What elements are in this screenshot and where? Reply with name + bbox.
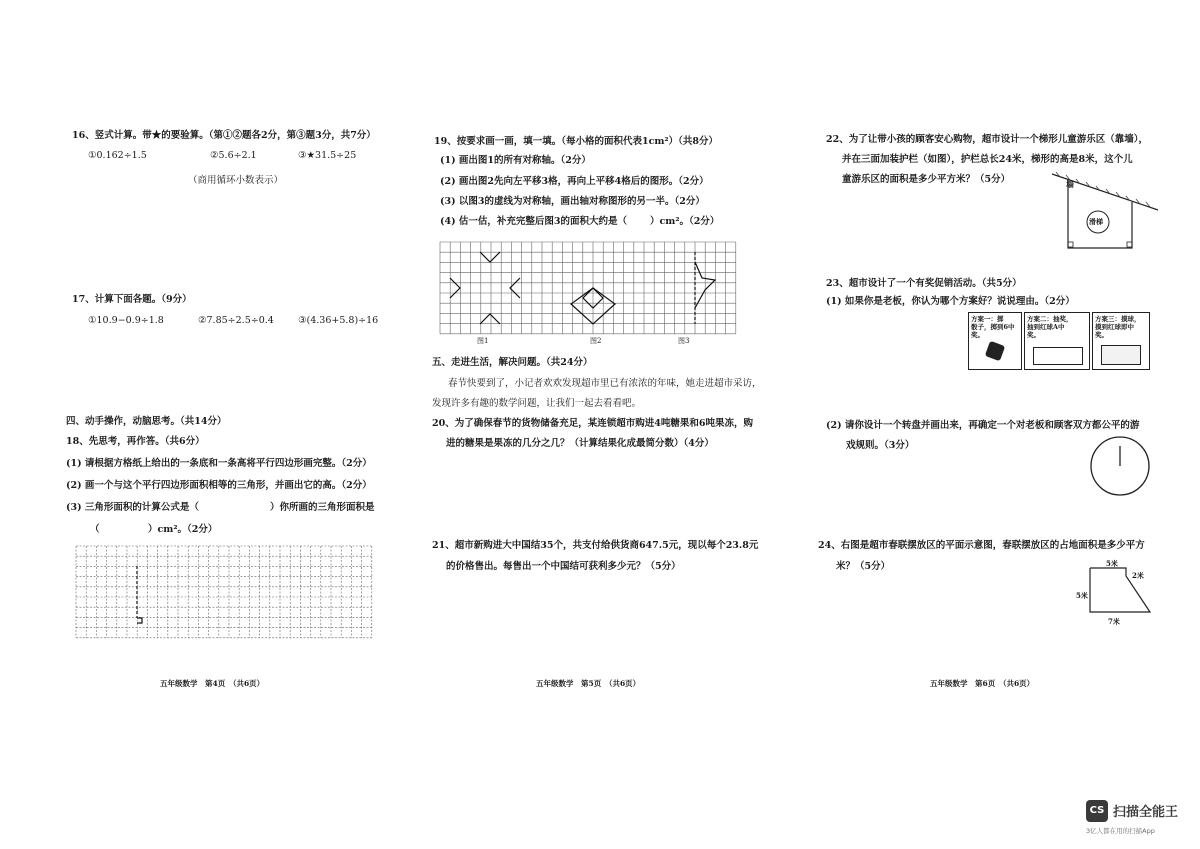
- trapezoid-diagram: [1080, 560, 1170, 630]
- q18-part-3d: ）cm²。（2分）: [148, 524, 218, 535]
- q18-part-3c: （: [90, 524, 100, 535]
- q23-part-1: (1) 如果你是老板，你认为哪个方案好？说说理由。（2分）: [826, 296, 1075, 307]
- intro-line-2: 发现许多有趣的数学问题，让我们一起去看看吧。: [432, 398, 642, 409]
- section-5-title: 五、走进生活，解决问题。（共24分）: [432, 357, 593, 368]
- q19-part-4b: ）cm²。（2分）: [650, 216, 720, 227]
- q19-part-2: (2) 画出图2先向左平移3格，再向上平移4格后的图形。（2分）: [440, 176, 709, 187]
- plan-2-line-1: 方案二：抽奖，: [1027, 315, 1073, 323]
- q21-line-1: 21、超市新购进大中国结35个，共支付给供货商647.5元，现以每个23.8元: [432, 540, 759, 551]
- plan-card-3: [1092, 312, 1150, 370]
- footer-page-5: 五年级数学 第5页 （共6页）: [536, 679, 641, 688]
- q24-line-2: 米？（5分）: [836, 561, 891, 572]
- q17-item-2: ②7.85÷2.5÷0.4: [198, 315, 274, 326]
- q19-part-4a: (4) 估一估，补充完整后图3的面积大约是（: [440, 216, 628, 227]
- figure-1-top: [480, 252, 500, 262]
- q16-title: 16、竖式计算。带★的要验算。（第①②题各2分，第③题3分，共7分）: [72, 130, 376, 141]
- q20-line-2: 进的糖果是果冻的几分之几？（计算结果化成最简分数）（4分）: [446, 438, 714, 449]
- fig-label-1: 图1: [477, 337, 489, 345]
- q18-grid: [76, 546, 372, 642]
- plan-1-line-2: 骰子，掷到6中: [971, 323, 1015, 331]
- q16-item-3: ③★31.5÷25: [298, 150, 357, 161]
- fig-label-2: 图2: [590, 337, 602, 345]
- slide-label: 滑梯: [1089, 217, 1103, 226]
- q20-line-1: 20、为了确保春节的货物储备充足，某连锁超市购进4吨糖果和6吨果冻，购: [432, 418, 753, 429]
- camscanner-logo: CS: [1086, 800, 1108, 822]
- q17-item-1: ①10.9−0.9÷1.8: [88, 315, 164, 326]
- dim-left: 5米: [1076, 591, 1088, 600]
- dim-right: 2米: [1132, 571, 1144, 580]
- plan-3-line-2: 摸到红球即中: [1095, 323, 1134, 331]
- q18-part-3a: (3) 三角形面积的计算公式是（: [66, 502, 199, 513]
- spinner-circle: [1088, 432, 1152, 496]
- q22-line-1: 22、为了让带小孩的顾客安心购物，超市设计一个梯形儿童游乐区（靠墙），: [826, 134, 1148, 145]
- q18-part-3b: ）你所画的三角形面积是: [270, 502, 375, 513]
- q16-item-2: ②5.6÷2.1: [210, 150, 257, 161]
- q19-part-3: (3) 以图3的虚线为对称轴，画出轴对称图形的另一半。（2分）: [440, 196, 705, 207]
- q23-part-2a: (2) 请你设计一个转盘并画出来，再确定一个对老板和顾客双方都公平的游: [826, 420, 1140, 431]
- q24-line-1: 24、右图是超市春联摆放区的平面示意图，春联摆放区的占地面积是多少平方: [818, 540, 1145, 551]
- figure-1-left: [450, 278, 460, 298]
- plan-3-line-1: 方案三：摸球，: [1095, 315, 1141, 323]
- camscanner-tagline: 3亿人都在用的扫描App: [1086, 827, 1155, 835]
- q19-title: 19、按要求画一画，填一填。（每小格的面积代表1cm²）（共8分）: [434, 136, 718, 147]
- q23-title: 23、超市设计了一个有奖促销活动。（共5分）: [826, 278, 1022, 289]
- plan-1-line-3: 奖。: [971, 331, 984, 339]
- plan-3-line-3: 奖。: [1095, 331, 1108, 339]
- q19-part-1: (1) 画出图1的所有对称轴。（2分）: [440, 155, 591, 166]
- q21-line-2: 的价格售出。每售出一个中国结可获利多少元？（5分）: [446, 561, 681, 572]
- q22-line-2: 并在三面加装护栏（如图），护栏总长24米，梯形的高是8米，这个儿: [842, 154, 1133, 165]
- plan-2-line-3: 奖。: [1027, 331, 1040, 339]
- footer-page-4: 五年级数学 第4页 （共6页）: [160, 679, 265, 688]
- intro-line-1: 春节快要到了，小记者欢欢发现超市里已有浓浓的年味，她走进超市采访，: [448, 378, 762, 389]
- q17-title: 17、计算下面各题。（9分）: [72, 294, 192, 305]
- section-4-title: 四、动手操作，动脑思考。（共14分）: [66, 416, 227, 427]
- q18-part-1: (1) 请根据方格纸上给出的一条底和一条高将平行四边形画完整。（2分）: [66, 458, 372, 469]
- wall-label: 墙: [1066, 179, 1074, 189]
- dim-bottom: 7米: [1108, 617, 1120, 626]
- plan-2-line-2: 抽到红球A中: [1027, 323, 1065, 331]
- plan-1-line-1: 方案一：掷: [971, 315, 1004, 323]
- right-angle-mark: [137, 618, 142, 623]
- dice-icon: [985, 341, 1006, 362]
- q18-title: 18、先思考，再作答。（共6分）: [66, 436, 205, 447]
- figure-1-bottom: [480, 314, 500, 324]
- q18-part-2: (2) 画一个与这个平行四边形面积相等的三角形，并画出它的高。（2分）: [66, 480, 372, 491]
- fig-label-3: 图3: [678, 337, 690, 345]
- q23-part-2b: 戏规则。（3分）: [846, 440, 915, 451]
- plan-card-1: [968, 312, 1022, 370]
- q19-grid: [440, 242, 736, 334]
- q17-item-3: ③(4.36+5.8)÷16: [298, 315, 379, 326]
- q22-line-3: 童游乐区的面积是多少平方米？（5分）: [842, 174, 1011, 185]
- camscanner-name: 扫描全能王: [1113, 805, 1179, 820]
- plan-card-2: [1024, 312, 1090, 370]
- ball-box-icon: [1101, 345, 1141, 365]
- footer-page-6: 五年级数学 第6页 （共6页）: [930, 679, 1035, 688]
- cards-icon: [1033, 347, 1083, 365]
- q16-item-1: ①0.162÷1.5: [88, 150, 147, 161]
- dim-top: 5米: [1106, 559, 1118, 568]
- q16-note: （商用循环小数表示）: [188, 175, 284, 186]
